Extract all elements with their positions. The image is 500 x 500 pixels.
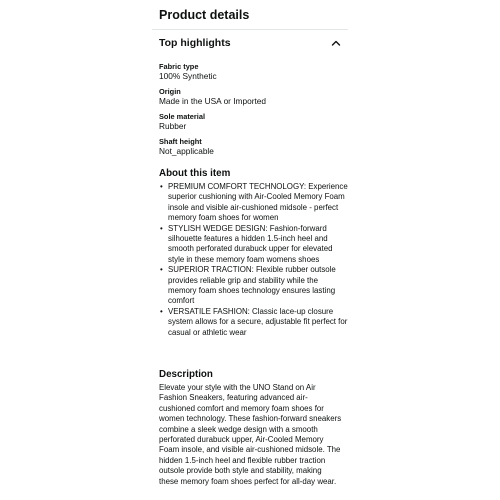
bullet-text: SUPERIOR TRACTION: Flexible rubber outsole provides reliable grip and stability while the memory foam shoes technology ensures lasting comfort <box>168 265 336 306</box>
product-details-panel <box>152 0 348 500</box>
attribute-fabric-type <box>159 62 344 82</box>
page-title: Product details <box>159 8 250 22</box>
list-item <box>159 265 348 307</box>
list-item <box>159 307 348 338</box>
attribute-shaft-height <box>159 137 344 157</box>
attribute-label: Fabric type <box>159 62 199 71</box>
bullet-text: PREMIUM COMFORT TECHNOLOGY: Experience superior cushioning with Air-Cooled Memory Foam insole and visible air-cushioned midsole - perfect memory foam shoes for women <box>168 182 348 223</box>
attribute-value: Made in the USA or Imported <box>159 96 266 106</box>
bullet-text: STYLISH WEDGE DESIGN: Fashion-forward silhouette features a hidden 1.5-inch heel and smooth perforated durabuck upper for elevated style in these memory foam womens shoes <box>168 223 333 264</box>
attribute-label: Shaft height <box>159 137 202 146</box>
top-highlights-toggle[interactable] <box>159 35 344 51</box>
section-title-top-highlights: Top highlights <box>159 37 231 49</box>
list-item <box>159 224 348 266</box>
bullet-dot-icon: • <box>160 265 163 275</box>
bullet-dot-icon: • <box>160 223 163 233</box>
about-bullet-list <box>159 182 348 338</box>
about-this-item-heading: About this item <box>159 168 231 179</box>
bullet-dot-icon: • <box>160 182 163 191</box>
chevron-up-icon[interactable] <box>330 37 342 49</box>
attribute-value: 100% Synthetic <box>159 71 217 81</box>
list-item <box>159 182 348 224</box>
attribute-origin <box>159 87 344 107</box>
description-text: Elevate your style with the UNO Stand on Air Fashion Sneakers, featuring advanced air-cushioned comfort and memory foam shoes for women technology. These fashion-forward sneakers combine a sleek wedge design with a smooth perforated durabuck upper, Air-Cooled Memory Foam insole, and visible air-cushioned midsole. The hidden 1.5-inch heel and flexible rubber traction outsole provide both style and stability, making these memory foam shoes perfect for all-day wear. <box>159 383 342 486</box>
attribute-label: Sole material <box>159 112 206 121</box>
attribute-value: Not_applicable <box>159 146 214 156</box>
bullet-text: VERSATILE FASHION: Classic lace-up closure system allows for a secure, adjustable fit perfect for casual or athletic wear <box>168 306 348 337</box>
description-heading: Description <box>159 369 213 380</box>
bullet-dot-icon: • <box>160 306 163 316</box>
attribute-sole-material <box>159 112 344 132</box>
attribute-label: Origin <box>159 87 181 96</box>
attribute-value: Rubber <box>159 121 187 131</box>
divider <box>152 29 348 30</box>
